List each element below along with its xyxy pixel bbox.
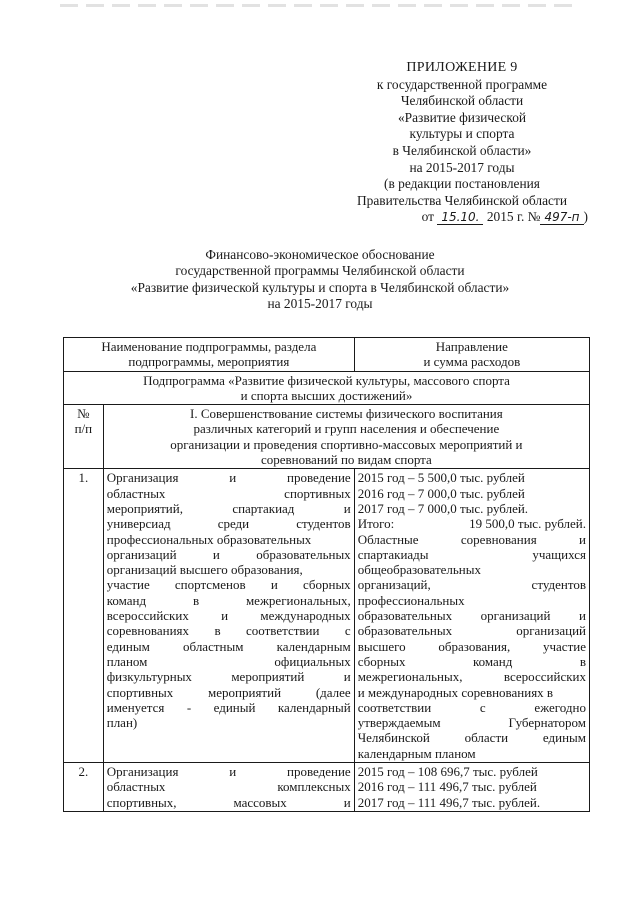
table-row	[64, 763, 590, 812]
row-expense-line: Челябинской области единым	[357, 730, 586, 746]
row-expense-cell	[354, 763, 589, 812]
header-name-cell	[64, 338, 355, 372]
resolution-date: 15.10.	[437, 210, 483, 225]
row-expense-line: Областные соревнования и	[357, 531, 586, 547]
appendix-lines	[330, 77, 594, 210]
header-text: и сумма расходов	[423, 354, 521, 370]
row-name-line: организаций и образовательных	[106, 546, 351, 562]
row-expense-line: Итого: 19 500,0 тыс. рублей.	[357, 516, 586, 532]
resolution-number: 497-п	[540, 210, 583, 225]
row-expense-line: 2015 год – 108 696,7 тыс. рублей	[357, 764, 538, 780]
section-text: различных категорий и групп населения и обеспечение	[193, 421, 500, 437]
row-name-line: спортивных, массовых и	[106, 794, 351, 810]
appendix-line: на 2015-2017 годы	[409, 159, 515, 175]
row-expense-line: соответствии с ежегодно	[357, 699, 586, 715]
section-text: организации и проведения спортивно-массовых мероприятий и	[170, 436, 523, 452]
row-expense-line: межрегиональных, всероссийских	[357, 669, 586, 685]
header-text: Направление	[435, 339, 508, 354]
row-name-line: Организация и проведение	[106, 470, 351, 486]
row-name-line: физкультурных мероприятий и	[106, 669, 351, 685]
row-number: 1.	[64, 469, 104, 763]
row-name-line: областных комплексных	[106, 779, 351, 795]
appendix-line: Правительства Челябинской области	[357, 192, 567, 208]
row-expense-line: и международных соревнованиях в	[357, 684, 554, 700]
appendix-line: в Челябинской области»	[392, 142, 532, 158]
row-name-line: организаций высшего образования,	[106, 562, 303, 578]
subprogram-text: Подпрограмма «Развитие физической культуры, массового спорта	[143, 372, 510, 388]
subprogram-cell	[64, 371, 590, 405]
appendix-heading: ПРИЛОЖЕНИЕ 9	[406, 60, 518, 75]
title-line: «Развитие физической культуры и спорта в Челябинской области»	[130, 279, 510, 295]
number-header-text: №	[77, 406, 90, 422]
section-text: I. Совершенствование системы физического воспитания	[189, 406, 503, 422]
appendix-block	[330, 60, 594, 226]
resolution-year: 2015 г. №	[486, 209, 541, 225]
row-expense-line: 2015 год – 5 500,0 тыс. рублей	[357, 470, 525, 486]
row-expense-line: спартакиады учащихся	[357, 546, 586, 562]
subprogram-row	[64, 371, 590, 405]
row-expense-line: 2016 год – 111 496,7 тыс. рублей	[357, 779, 537, 795]
resolution-suffix: )	[583, 209, 588, 225]
appendix-line: Челябинской области	[400, 93, 524, 109]
resolution-prefix: от	[421, 209, 434, 225]
row-expense-line: общеобразовательных	[357, 562, 481, 578]
row-name-cell	[103, 763, 354, 812]
title-line: Финансово-экономическое обоснование	[205, 247, 435, 262]
row-name-line: универсиад среди студентов	[106, 516, 351, 532]
row-expense-line: образовательных организаций	[357, 623, 586, 639]
row-expense-cell	[354, 469, 589, 763]
row-name-line: команд в межрегиональных,	[106, 592, 351, 608]
row-expense-line: сборных команд в	[357, 653, 586, 669]
header-expense-cell	[354, 338, 589, 372]
row-name-line: Организация и проведение	[106, 764, 351, 780]
row-name-line: спортивных мероприятий (далее	[106, 684, 351, 700]
row-expense-line: 2017 год – 7 000,0 тыс. рублей.	[357, 500, 529, 516]
resolution-line	[330, 209, 594, 226]
row-name-line: мероприятий, спартакиад и	[106, 500, 351, 516]
title-line: на 2015-2017 годы	[267, 296, 373, 312]
row-name-line: единым областным календарным	[106, 638, 351, 654]
table-row	[64, 469, 590, 763]
row-expense-line: 2016 год – 7 000,0 тыс. рублей	[357, 485, 525, 501]
row-expense-line: 2017 год – 111 496,7 тыс. рублей.	[357, 794, 541, 810]
appendix-line: к государственной программе	[376, 76, 548, 92]
appendix-line: (в редакции постановления	[384, 176, 540, 192]
title-line: государственной программы Челябинской области	[175, 263, 465, 279]
row-name-line: участие спортсменов и сборных	[106, 577, 351, 593]
section-title-cell	[103, 405, 589, 469]
appendix-line: «Развитие физической	[397, 109, 527, 125]
table-header-row	[64, 338, 590, 372]
appendix-line: культуры и спорта	[409, 126, 515, 142]
document-title	[60, 247, 580, 313]
subprogram-text: и спорта высших достижений»	[240, 387, 413, 403]
row-name-line: профессиональных образовательных	[106, 531, 312, 547]
row-expense-line: образовательных организаций и	[357, 608, 586, 624]
section-text: соревнований по видам спорта	[260, 452, 432, 468]
row-name-line: планом официальных	[106, 653, 351, 669]
row-expense-line: календарным планом	[357, 745, 476, 761]
row-name-cell	[103, 469, 354, 763]
row-number: 2.	[64, 763, 104, 812]
row-name-line: план)	[106, 715, 138, 731]
row-name-line: соревнованиях в соответствии с	[106, 623, 351, 639]
financial-table	[63, 337, 590, 812]
header-text: Наименование подпрограммы, раздела	[101, 339, 317, 354]
row-expense-line: утверждаемым Губернатором	[357, 715, 586, 731]
row-expense-line: профессиональных	[357, 592, 465, 608]
section-row	[64, 405, 590, 469]
row-name-line: всероссийских и международных	[106, 608, 351, 624]
row-name-line: областных спортивных	[106, 485, 351, 501]
number-header-text: п/п	[74, 421, 93, 437]
header-text: подпрограммы, мероприятия	[128, 354, 290, 370]
row-expense-line: высшего образования, участие	[357, 638, 586, 654]
scan-header-artifact	[60, 4, 580, 7]
row-name-line: именуется - единый календарный	[106, 699, 351, 715]
row-expense-line: организаций, студентов	[357, 577, 586, 593]
number-header-cell	[64, 405, 104, 469]
